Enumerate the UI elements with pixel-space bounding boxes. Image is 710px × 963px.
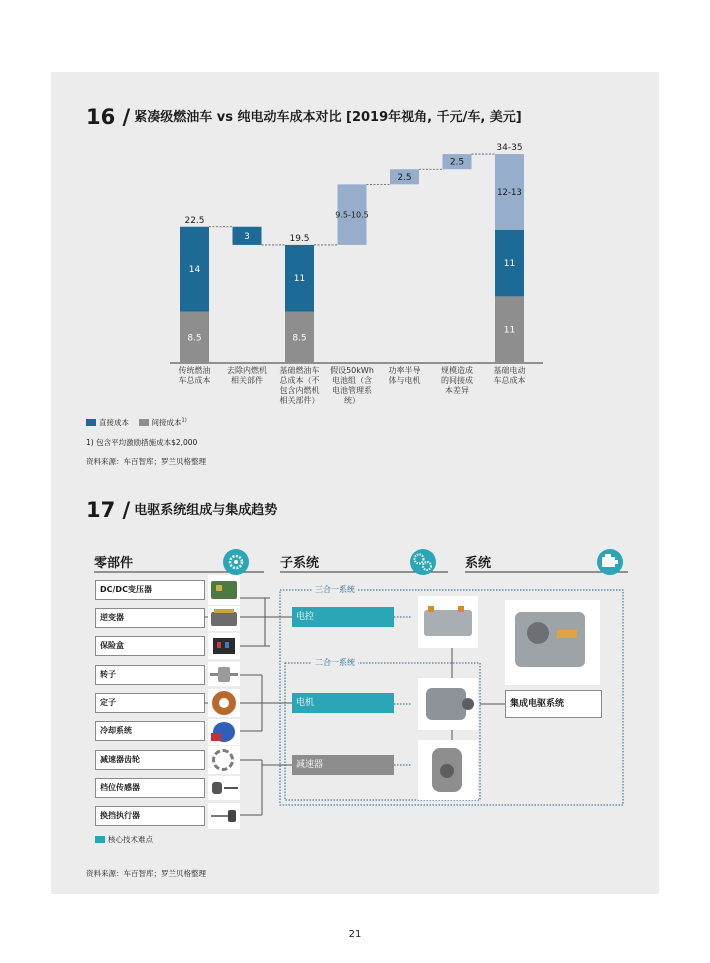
gear-sensor-photo bbox=[208, 776, 240, 800]
section-17-title: 17 / 电驱系统组成与集成趋势 bbox=[86, 498, 278, 522]
gears-icon bbox=[410, 549, 436, 575]
integrated-system-photo bbox=[505, 600, 600, 685]
bar-total-label-0: 22.5 bbox=[184, 215, 205, 226]
two-in-one-label: 二合一系统 bbox=[312, 657, 358, 668]
bar-indirect-label-2: 8.5 bbox=[292, 333, 307, 344]
gear-icon bbox=[223, 549, 249, 575]
stator-photo bbox=[208, 689, 240, 717]
component-reducer-gear: 减速器齿轮 bbox=[95, 750, 205, 770]
category-label-1-1: 相关部件 bbox=[231, 376, 263, 385]
components-header: 零部件 bbox=[94, 556, 134, 571]
category-label-1-0: 去除内燃机 bbox=[227, 366, 267, 375]
reducer-photo bbox=[418, 740, 478, 800]
source-16: 资料来源：车百智库；罗兰贝格整理 bbox=[86, 457, 206, 466]
section-16-title: 16 / 紧凑级燃油车 vs 纯电动车成本对比 [2019年视角, 千元/车, 美元] bbox=[86, 105, 522, 129]
category-label-3-1: 电池组（含 bbox=[332, 376, 372, 385]
engine-icon bbox=[597, 549, 623, 575]
subsystem-header: 子系统 bbox=[280, 556, 320, 571]
subsystem-controller: 电控 bbox=[292, 607, 394, 627]
legend-indirect: 间接成本$^{1)}$ bbox=[139, 418, 187, 427]
bar-total-label-2: 19.5 bbox=[289, 233, 310, 244]
category-label-2-2: 包含内燃机 bbox=[279, 386, 320, 395]
component-cooling: 冷却系统 bbox=[95, 721, 205, 741]
subsystem-reducer: 减速器 bbox=[292, 755, 394, 775]
category-label-5-2: 本差异 bbox=[445, 386, 469, 395]
page-number: 21 bbox=[348, 929, 362, 940]
bar-total-label-6: 34-35 bbox=[496, 143, 523, 154]
three-in-one-label: 三合一系统 bbox=[312, 584, 358, 595]
subsystem-motor: 电机 bbox=[292, 693, 394, 713]
reducer-gear-photo bbox=[208, 746, 240, 774]
component-gear-sensor: 档位传感器 bbox=[95, 778, 205, 798]
category-label-4-1: 体与电机 bbox=[388, 376, 421, 385]
bar-indirect-label-6: 11 bbox=[503, 325, 516, 336]
bar-direct-label-2: 11 bbox=[293, 274, 306, 285]
shift-actuator-photo bbox=[208, 803, 240, 829]
footnote: 1) 包含平均激励措施成本$2,000 bbox=[86, 438, 198, 447]
motor-photo bbox=[418, 678, 478, 730]
component-stator: 定子 bbox=[95, 693, 205, 713]
component-shift-actuator: 换挡执行器 bbox=[95, 806, 205, 826]
inverter-photo bbox=[208, 606, 240, 631]
category-label-2-1: 总成本（不 bbox=[279, 376, 320, 385]
bar-direct-label-6: 11 bbox=[503, 259, 516, 270]
bar-float-label-3: 9.5-10.5 bbox=[335, 210, 369, 220]
rotor-photo bbox=[208, 662, 240, 686]
fuse-box-photo bbox=[208, 633, 240, 659]
category-label-3-3: 统） bbox=[344, 396, 360, 405]
category-label-0-1: 车总成本 bbox=[178, 376, 211, 385]
bar-direct-label-0: 14 bbox=[188, 265, 201, 276]
legend-direct: 直接成本 bbox=[86, 418, 129, 427]
bar-indirect-label-0: 8.5 bbox=[187, 333, 202, 344]
core-tech-legend: 核心技术难点 bbox=[95, 834, 153, 845]
bar-float-label-4: 2.5 bbox=[397, 172, 412, 183]
category-label-3-0: 假设50kWh bbox=[330, 366, 374, 375]
source-17: 资料来源：车百智库；罗兰贝格整理 bbox=[86, 869, 206, 878]
category-label-0-0: 传统燃油 bbox=[178, 366, 211, 375]
component-fuse-box: 保险盒 bbox=[95, 636, 205, 656]
category-label-3-2: 电池管理系 bbox=[332, 386, 372, 395]
dcdc-photo bbox=[208, 575, 240, 605]
bar-float-label-5: 2.5 bbox=[449, 157, 465, 168]
component-inverter: 逆变器 bbox=[95, 608, 205, 628]
category-label-5-1: 的间接成 bbox=[441, 376, 473, 385]
system-header: 系统 bbox=[465, 556, 492, 571]
controller-photo bbox=[418, 596, 478, 648]
integrated-system-box: 集成电驱系统 bbox=[505, 690, 602, 718]
component-dcdc: DC/DC变压器 bbox=[95, 580, 205, 600]
category-label-4-0: 功率半导 bbox=[388, 366, 421, 375]
bar-float-label-1: 3 bbox=[244, 231, 250, 242]
cooling-photo bbox=[208, 719, 240, 745]
category-label-6-1: 车总成本 bbox=[493, 376, 526, 385]
component-rotor: 转子 bbox=[95, 665, 205, 685]
category-label-2-3: 相关部件） bbox=[279, 396, 320, 405]
bar-add-label-6: 12-13 bbox=[497, 187, 522, 198]
category-label-5-0: 规模造成 bbox=[441, 366, 473, 375]
category-label-2-0: 基础燃油车 bbox=[279, 366, 320, 375]
category-label-6-0: 基础电动 bbox=[493, 366, 526, 375]
